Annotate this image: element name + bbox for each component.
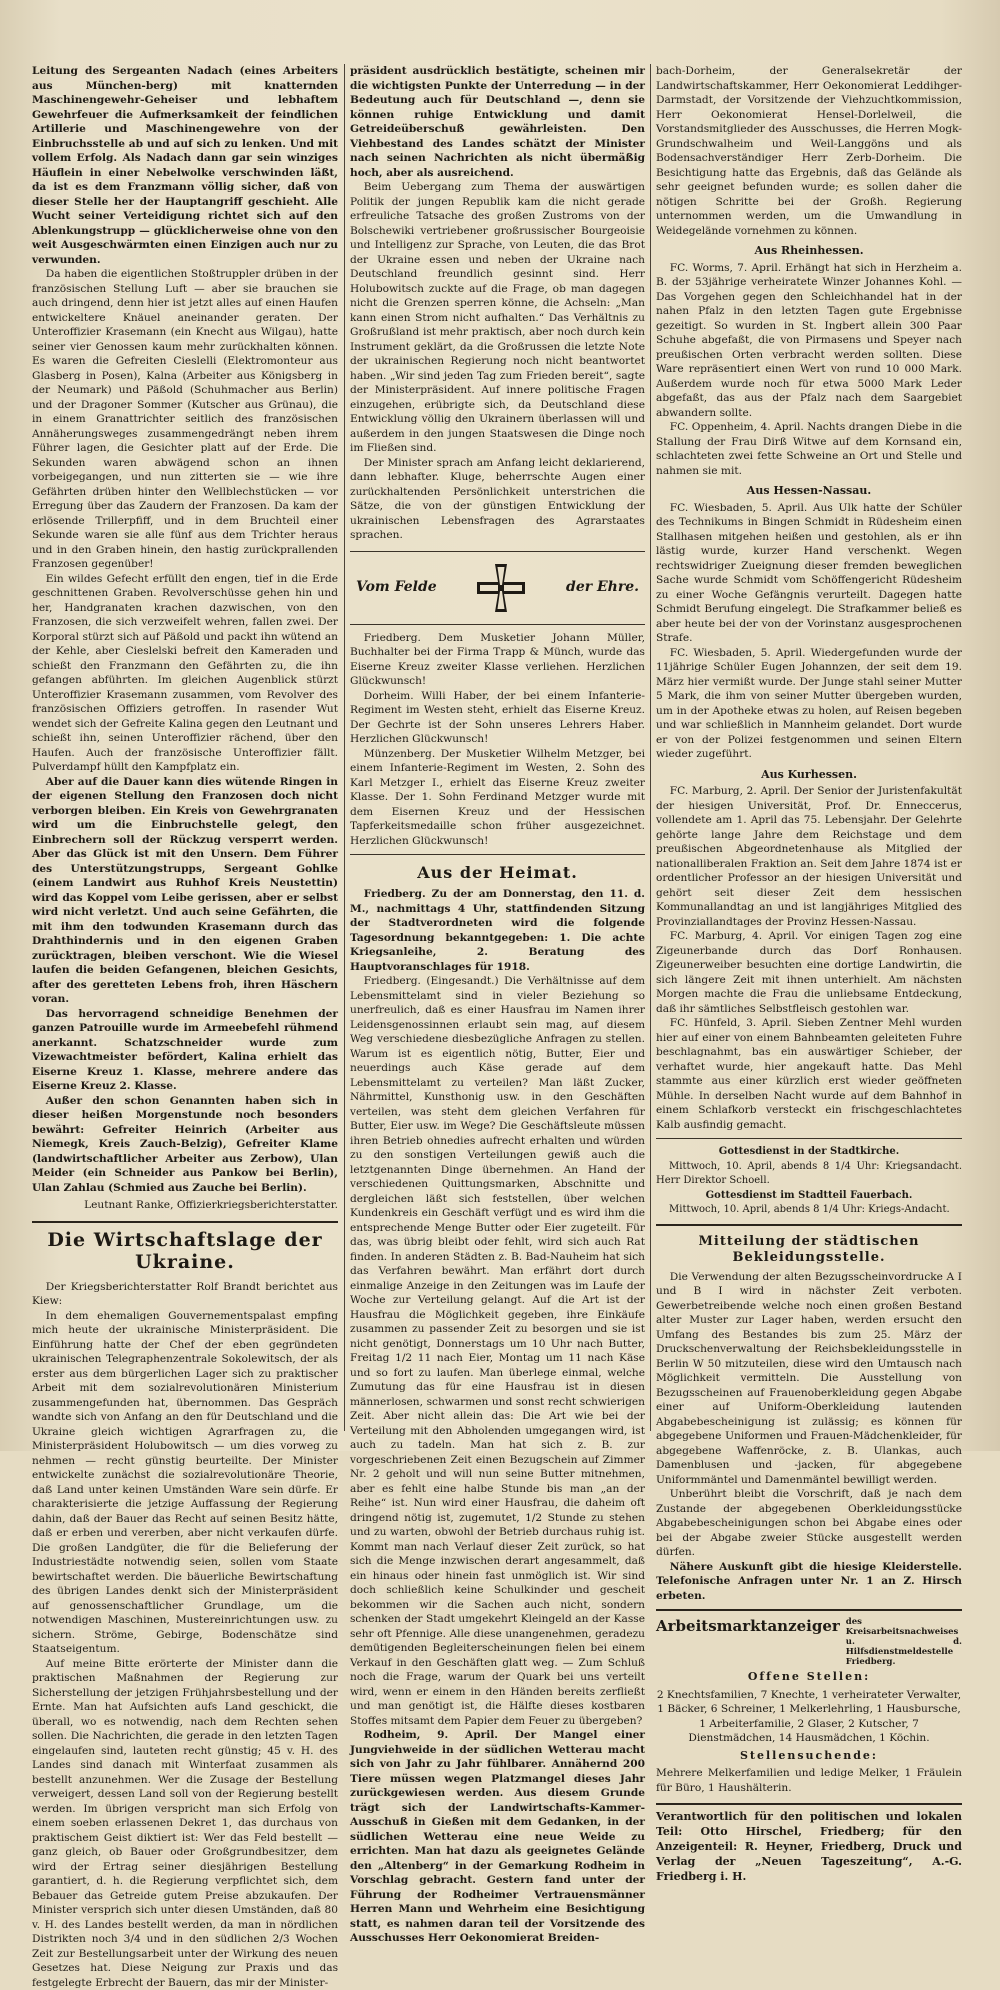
article-paragraph: Ein wildes Gefecht erfüllt den engen, tief in die Erde geschnittenen Graben. Revolverschüsse gehen hin und her, Handgranaten krachen dazwischen, von den Franzosen, die sich verzweifelt wehren, fallen zwei. Der Korporal stürzt sich auf Päßold und packt ihn wütend an der Kehle, aber Cieslelski befreit den Kameraden und schießt den Franzmann den Gefährten zu, die ihn gefangen abführten. Im gleichen Augenblick stürzt Unteroffizier Krasemann zusammen, vom Revolver des französischen Offiziers getroffen. In rasender Wut wendet sich der Gefreite Kalina gegen den Leutnant und schießt ihn, seinen Unteroffizier rächend, über den Haufen. Auch der französische Unteroffizier fällt. Pulverdampf hüllt den Kampfplatz ein. bbox=[32, 572, 338, 775]
divider bbox=[656, 1138, 962, 1139]
column-rule bbox=[344, 64, 345, 1431]
column-1 bbox=[32, 64, 338, 1431]
column-2 bbox=[350, 64, 645, 1431]
news-item: FC. Marburg, 2. April. Der Senior der Juristenfakultät der hiesigen Universität, Prof. Dr. Enneccerus, vollendete am 1. April das 75. Lebensjahr. Der Gelehrte gehörte lange Jahre dem Reichstage und dem preußischen Abgeordnetenhause als Mitglied der nationalliberalen Fraktion an. Seit dem Jahre 1874 ist er ordentlicher Professor an der hiesigen Universität und gehört seit dieser Zeit dem hessischen Kommunallandtag an und ist langjähriges Mitglied des Provinziallandtages der Provinz Hessen-Nassau. bbox=[656, 784, 962, 929]
offene-stellen-title: Offene Stellen: bbox=[656, 1670, 962, 1685]
article-paragraph: Leitung des Sergeanten Nadach (eines Arbeiters aus München-berg) mit knatternden Maschinengewehr-Geheiser und lebhaftem Gewehrfeuer die Aufmerksamkeit der feindlichen Artillerie und Maschinengewehre von der Einbruchsstelle ab und auf sich zu lenken. Und mit vollem Erfolg. Als Nadach dann gar sein winziges Häuflein in einer Nebelwolke verschwinden läßt, da ist es dem Franzmann völlig sicher, daß von dieser Stelle her der Hauptangriff geschieht. Alle Wucht seiner Verteidigung richtet sich auf den Ablenkungstrupp — glücklicherweise ohne von den weit Ausgeschwärmten einen Einzigen auch nur zu verwunden. bbox=[32, 64, 338, 267]
gottesdienst-text: Mittwoch, 10. April, abends 8 1/4 Uhr: Kriegsandacht. Herr Direktor Schoell. bbox=[656, 1160, 962, 1189]
news-item: FC. Wiesbaden, 5. April. Aus Ulk hatte der Schüler des Technikums in Bingen Schmidt in Rüdesheim einen Stallhasen mitgehen heißen und gestohlen, als er ihn lästig wurde, kurzer Hand verschenkt. Wegen rechtswidriger Zueignung dieser fremden beweglichen Sache wurde Schmidt vom Schöffengericht Rüdesheim zu einer Woche Gefängnis verurteilt. Dagegen hatte Schmidt Berufung eingelegt. Die Strafkammer beließ es aber heute bei der von der Vorinstanz ausgesprochenen Strafe. bbox=[656, 501, 962, 646]
notice-paragraph: Unberührt bleibt die Vorschrift, daß je nach dem Zustande der abgegebenen Oberkleidungsstücke Abgabebescheinigungen schon bei Abgabe eines oder bei der Abgabe zweier Stücke ausgestellt werden dürfen. bbox=[656, 1487, 962, 1560]
article-paragraph: Beim Uebergang zum Thema der auswärtigen Politik der jungen Republik kam die nicht gerade erfreuliche Tatsache des großen Zustroms von der Bolschewiki vertriebener großrussischer Bourgeoisie und Intelligenz zur Sprache, von Leuten, die das Brot der Ukraine essen und neben der Ukraine nach Deutschland freundlich gesinnt sind. Herr Holubowitsch zuckte auf die Frage, ob man dagegen nicht die Grenzen sperren könne, die Achseln: „Man kann einen Strom nicht aufhalten.“ Das Verhältnis zu Großrußland ist mehr praktisch, aber noch durch kein Instrument geklärt, da die Großrussen die letzte Note der ukrainischen Regierung noch nicht beantwortet haben. „Wir sind jeden Tag zum Frieden bereit“, sagte der Ministerpräsident. Auf innere politische Fragen einzugehen, erübrigte sich, da Deutschland diese Entwicklung völlig den Ukrainern überlassen will und außerdem in den jungen Staatswesen die Dinge noch im Fließen sind. bbox=[350, 180, 645, 456]
news-item: Rodheim, 9. April. Der Mangel einer Jungviehweide in der südlichen Wetterau macht sich von Jahr zu Jahr fühlbarer. Annähernd 200 Tiere müssen wegen Platzmangel dieses Jahr zurückgewiesen werden. Aus diesem Grunde trägt sich der Landwirtschafts-Kammer-Ausschuß in Gießen mit dem Gedanken, in der südlichen Wetterau eine neue Weide zu errichten. Man hat dazu als geeignetes Gelände den „Altenberg“ in der Gemarkung Rodheim in Vorschlag gebracht. Gestern fand unter der Führung der Rodheimer Vertrauensmänner Herren Mann und Wehrheim eine Besichtigung statt, es nahmen daran teil der Vorsitzende des Ausschusses Herr Oekonomierat Breiden- bbox=[350, 1728, 645, 1946]
ehre-left: Vom Felde bbox=[356, 580, 437, 595]
article-paragraph: Das hervorragend schneidige Benehmen der ganzen Patrouille wurde im Armeebefehl rühmend anerkannt. Schatzschneider wurde zum Vizewachtmeister befördert, Kalina erhielt das Eiserne Kreuz 1. Klasse, mehrere andere das Eiserne Kreuz 2. Klasse. bbox=[32, 1007, 338, 1094]
news-item: FC. Wiesbaden, 5. April. Wiedergefunden wurde der 11jährige Schüler Eugen Johannzen, der seit dem 19. März hier vermißt wurde. Der Junge stahl seiner Mutter 5 Mark, die ihm von seiner Mutter übergeben wurden, um in der Apotheke etwas zu holen, auf Reisen begeben und war schließlich in Mannheim gelandet. Dort wurde er von der Polizei festgenommen und seinen Eltern wieder zugeführt. bbox=[656, 646, 962, 762]
gottesdienst-text: Mittwoch, 10. April, abends 8 1/4 Uhr: Kriegs-Andacht. bbox=[656, 1203, 962, 1218]
headline-heimat: Aus der Heimat. bbox=[350, 863, 645, 883]
gottesdienst-title: Gottesdienst im Stadtteil Fauerbach. bbox=[656, 1189, 962, 1204]
news-item: FC. Hünfeld, 3. April. Sieben Zentner Mehl wurden hier auf einer von einem Bahnbeamten geleiteten Fuhre beschlagnahmt, bas ein auswärtiger Schieber, der verhaftet wurde, hier angekauft hatte. Das Mehl stammte aus einer kürzlich erst wieder geöffneten Mühle. In derselben Nacht wurde auf dem Bahnhof in einem Schlafkorb versteckt ein frischgeschlachtetes Kalb ausfindig gemacht. bbox=[656, 1016, 962, 1132]
notice-paragraph: Die Verwendung der alten Bezugsscheinvordrucke A I und B I wird in nächster Zeit verboten. Gewerbetreibende welche noch einen großen Bestand alter Muster zur Lager haben, werden ersucht den Umfang des Bestandes bis zum 25. März der Druckschenverwaltung der Reichsbekleidungsstelle in Berlin W 50 mitzuteilen, diese wird den Umtausch nach Möglichkeit vermitteln. Die Ausstellung von Bezugsscheinen auf Frauenoberkleidung gegen Abgabe einer auf Uniform-Oberkleidung lautenden Abgabebescheinigung ist zulässig; es können für abgegebene Uniformen und Frauen-Mädchenkleider, für abgegebene Waffenröcke, z. B. Ulankas, auch Damenblusen und -jacken, für abgegebene Uniformmäntel und Damenmäntel bewilligt werden. bbox=[656, 1270, 962, 1488]
divider bbox=[656, 1609, 962, 1611]
article-paragraph: Da haben die eigentlichen Stoßtruppler drüben in der französischen Stellung Luft — aber sie brauchen sie auch dringend, denn hier ist jetzt alles auf einen Haufen entwickeltere Knäuel aneinander geraten. Der Unteroffizier Krasemann (ein Knecht aus Wilgau), hatte seiner vier Genossen kaum mehr zurückhalten können. Es waren die Gefreiten Cieslelli (Elektromonteur aus Glasberg in Posen), Kalna (Arbeiter aus Königsberg in der Neumark) und Päßold (Schuhmacher aus Berlin) und der Dragoner Sommer (Kutscher aus Grünau), die in einem Granattrichter seitlich des französischen Annäherungsweges zusammengedrängt neben ihrem Führer lagen, die Gesichter platt auf der Erde. Die Sekunden waren abwägend schon an ihnen vorbeigegangen, und nun zitterten sie — wie ihre Gefährten drüben hinter den Wellblechstücken — vor Erregung über das Zaudern der Franzosen. Da kam der erlösende Trillerpfiff, und in dem Bruchteil einer Sekunde waren sie alle fünf aus dem Trichter heraus und in den Graben hinein, den hastig zurückprallenden Franzosen gegenüber! bbox=[32, 267, 338, 572]
arbeitsmarkt-header bbox=[656, 1617, 962, 1667]
article-paragraph: Außer den schon Genannten haben sich in dieser heißen Morgenstunde noch besonders bewährt: Gefreiter Heinrich (Arbeiter aus Niemegk, Kreis Zauch-Belzig), Gefreiter Klame (landwirtschaftlicher Arbeiter aus Zerbow), Ulan Meider (ein Schneider aus Pankow bei Berlin), Ulan Zahlau (Schmied aus Zauche bei Berlin). bbox=[32, 1094, 338, 1196]
headline-ukraine: Die Wirtschaftslage der Ukraine. bbox=[32, 1221, 338, 1277]
headline-bekleidung: Mitteilung der städtischen Bekleidungsstelle. bbox=[656, 1234, 962, 1266]
section-rheinhessen: Aus Rheinhessen. bbox=[656, 244, 962, 259]
article-paragraph: bach-Dorheim, der Generalsekretär der Landwirtschaftskammer, Herr Oekonomierat Leddihger-Darmstadt, der Vorsitzende der Viehzuchtkommission, Herr Oekonomierat Hensel-Dorlelweil, die Vorstandsmitglieder des Ausschusses, die Herren Mogk-Grundschwalheim und Weil-Langgöns und als Bodensachverständiger Herr Zerb-Dorheim. Die Besichtigung hatte das Ergebnis, daß das Gelände als sehr geeignet befunden wurde; es sollen daher die nötigen Schritte bei der Großh. Regierung unternommen werden, um die Umwandlung in Weidegelände vornehmen zu können. bbox=[656, 64, 962, 238]
article-paragraph: präsident ausdrücklich bestätigte, scheinen mir die wichtigsten Punkte der Unterredung — in der Bedeutung auch für Deutschland —, denn sie können ruhige Entwicklung und damit Getreideüberschuß gewährleisten. Den Viehbestand des Landes schätzt der Minister nach seinen Nachrichten als nicht übermäßig hoch, aber als ausreichend. bbox=[350, 64, 645, 180]
arbeitsmarkt-subtitle: des Kreisarbeitsnachweises u. d. Hilfsdienstmeldestelle Friedberg. bbox=[846, 1617, 962, 1667]
news-item: FC. Oppenheim, 4. April. Nachts drangen Diebe in die Stallung der Frau Dirß Witwe auf dem Kornsand ein, schlachteten zwei fette Schweine an Ort und Stelle und nahmen sie mit. bbox=[656, 420, 962, 478]
stellensuchende-title: Stellensuchende: bbox=[656, 1749, 962, 1764]
news-item: Friedberg. Zu der am Donnerstag, den 11. d. M., nachmittags 4 Uhr, stattfindenden Sitzung der Stadtverordneten wird die folgende Tagesordnung bekanntgegeben: 1. Die achte Kriegsanleihe, 2. Beratung des Hauptvoranschlages für 1918. bbox=[350, 887, 645, 974]
gottesdienst-title: Gottesdienst in der Stadtkirche. bbox=[656, 1145, 962, 1160]
iron-cross-icon bbox=[473, 560, 529, 616]
news-item: Dorheim. Willi Haber, der bei einem Infanterie-Regiment im Westen steht, erhielt das Eiserne Kreuz. Der Gechrte ist der Sohn unseres Lehrers Haber. Herzlichen Glückwunsch! bbox=[350, 689, 645, 747]
article-paragraph: Der Minister sprach am Anfang leicht deklarierend, dann lebhafter. Kluge, beherrschte Augen einer zurückhaltenden Persönlichkeit unterstrichen die Sätze, die von der günstigen Entwicklung der ukrainischen Lebensfragen des Agrarstaates sprachen. bbox=[350, 456, 645, 543]
signature: Leutnant Ranke, Offizierkriegsberichterstatter. bbox=[32, 1198, 338, 1213]
section-header-ehre bbox=[350, 551, 645, 625]
article-paragraph: In dem ehemaligen Gouvernementspalast empfing mich heute der ukrainische Ministerpräsident. Die Einführung hatte der Chef der eben gegründeten ukrainischen Telegraphenzentrale Sokolewitsch, der als erster aus dem bürgerlichen Lager sich zu praktischer Arbeit mit dem sozialrevolutionären Ministerium zusammengefunden hat, übernommen. Das Gespräch wandte sich von Anfang an den für Deutschland und die Ukraine gleich wichtigen Agrarfragen zu, die Ministerpräsident Holubowitsch — um dies vorweg zu nehmen — recht günstig beurteilte. Der Minister entwickelte zunächst die sozialrevolutionäre Theorie, daß Land unter keinen Umständen Ware sein dürfe. Er charakterisierte die jetzige Auffassung der Regierung dahin, daß der Bauer das Recht auf seinen Besitz hätte, daß er erben und vererben, aber nicht verkaufen dürfe. Die großen Landgüter, die für die Belieferung der Industriestädte notwendig seien, sollen vom Staate bewirtschaftet werden. Die bäuerliche Bewirtschaftung des übrigen Landes denkt sich der Ministerpräsident auf genossenschaftlicher Grundlage, um die notwendigen Maschinen, Mustereinrichtungen usw. zu sichern. Ströme, Gebirge, Bodenschätze sind Staatseigentum. bbox=[32, 1309, 338, 1657]
section-hessen-nassau: Aus Hessen-Nassau. bbox=[656, 484, 962, 499]
stellensuchende-text: Mehrere Melkerfamilien und ledige Melker, 1 Fräulein für Büro, 1 Haushälterin. bbox=[656, 1766, 962, 1795]
offene-stellen-text: 2 Knechtsfamilien, 7 Knechte, 1 verheirateter Verwalter, 1 Bäcker, 6 Schreiner, 1 Melkerlehrling, 1 Hausbursche, 1 Arbeiterfamilie, 2 Glaser, 2 Kutscher, 7 Dienstmädchen, 14 Hausmädchen, 1 Köchin. bbox=[656, 1688, 962, 1746]
article-paragraph: Aber auf die Dauer kann dies wütende Ringen in der eigenen Stellung den Franzosen doch nicht verborgen bleiben. Ein Kreis von Gewehrgranaten wird um die Einbruchstelle gelegt, den Einbrechern soll der Rückzug versperrt werden. Aber das Glück ist mit den Unsern. Dem Führer des Unterstützungstrupps, Sergeant Gohlke (einem Landwirt aus Ruhhof Kreis Neustettin) wird das Koppel vom Leibe gerissen, aber er selbst wird nicht verletzt. Und auch seine Gefährten, die mit ihm den todwunden Krasemann durch das Drahthindernis und in den eigenen Graben zurücktragen, bleiben verschont. Wie die Wiesel laufen die beiden Gefangenen, bleichen Gesichts, after des geretteten Lebens froh, ihren Häschern voran. bbox=[32, 775, 338, 1007]
divider bbox=[656, 1224, 962, 1226]
article-paragraph: Auf meine Bitte erörterte der Minister dann die praktischen Maßnahmen der Regierung zur Sicherstellung der jetzigen Frühjahrsbestellung und der Ernte. Man hat Aufsichten aufs Land geschickt, die überall, wo es notwendig, nach dem Rechten sehen sollen. Die Nachrichten, die gerade in den letzten Tagen eingelaufen sind, lauteten recht günstig; 45 v. H. des Landes sind danach mit Winterfaat zusammen als bestellt anzunehmen. Wer die Zusage der Bestellung verweigert, dessen Land soll von der Regierung bestellt werden. Im übrigen verspricht man sich Erfolg von einem soeben erlassenen Dekret 1, das durchaus von praktischem Geist diktiert ist: Wer das Feld bestellt — ganz gleich, ob Bauer oder Großgrundbesitzer, dem wird der Ertrag seiner diesjährigen Bestellung garantiert, d. h. die Regierung verpflichtet sich, dem Bebauer das Getreide gutem Preise abzukaufen. Der Minister versprich sich unter diesen Umständen, daß 80 v. H. des Landes bestellt werden, da man in nördlichen Distrikten noch 3/4 und in den südlichen 2/3 Wochen Zeit zur Bestellungsarbeit unter der Wirkung des neuen Gesetzes hat. Diese Neigung zur Praxis und das festgelegte Erbrecht der Bauern, das mir der Minister- bbox=[32, 1657, 338, 1990]
arbeitsmarkt-title: Arbeitsmarktanzeiger bbox=[656, 1617, 840, 1635]
news-item: Friedberg. Dem Musketier Johann Müller, Buchhalter bei der Firma Trapp & Münch, wurde das Eiserne Kreuz zweiter Klasse verliehen. Herzlichen Glückwunsch! bbox=[350, 631, 645, 689]
notice-paragraph: Nähere Auskunft gibt die hiesige Kleiderstelle. Telefonische Anfragen unter Nr. 1 an Z. Hirsch erbeten. bbox=[656, 1560, 962, 1604]
news-item: FC. Marburg, 4. April. Vor einigen Tagen zog eine Zigeunerbande durch das Dorf Ronhausen. Zigeunerweiber besuchten eine dortige Landwirtin, die sich längere Zeit mit ihnen unterhielt. Am nächsten Morgen machte die Frau die unliebsame Entdeckung, daß ihr sämtliches Selbstfleisch gestohlen war. bbox=[656, 929, 962, 1016]
column-3 bbox=[656, 64, 962, 1431]
section-kurhessen: Aus Kurhessen. bbox=[656, 768, 962, 783]
ehre-right: der Ehre. bbox=[566, 580, 639, 595]
news-item: FC. Worms, 7. April. Erhängt hat sich in Herzheim a. B. der 53jährige verheiratete Winzer Johannes Kohl. — Das Vorgehen gegen den Schleichhandel hat in der nahen Pfalz in den letzten Tagen gute Ergebnisse gezeitigt. So wurden in St. Ingbert allein 300 Paar Schuhe abgefaßt, die von Pirmasens und Speyer nach preußischen Orten verbracht werden sollten. Diese Ware repräsentiert einen Wert von rund 10 000 Mark. Außerdem wurde noch für etwa 5000 Mark Leder abgefaßt, das aus der Pfalz nach dem Saargebiet abwandern sollte. bbox=[656, 261, 962, 421]
news-item: Friedberg. (Eingesandt.) Die Verhältnisse auf dem Lebensmittelamt sind in vieler Beziehung so unerfreulich, daß es einer Hausfrau im Namen ihrer Leidensgenossinnen erlaubt sein mag, auf diesem Weg verschiedene diesbezügliche Anfragen zu stellen. Warum ist es eigentlich nötig, Butter, Eier und neuerdings auch Käse gerade auf dem Lebensmittelamt zu verteilen? Man läßt Zucker, Nährmittel, Kunsthonig usw. in den Geschäften verteilen, was steht dem gleichen Verfahren für Butter, Eier usw. im Wege? Die Geschäftsleute müssen ihren Betrieb ohnedies aufrecht erhalten und würden zu den sonstigen Verteilungen gewiß auch die letztgenannten Dinge übernehmen. An Hand der verschiedenen Quittungsmarken, Abschnitte und dergleichen läßt sich feststellen, über welchen Kundenkreis ein Geschäft verfügt und es wird ihm die entsprechende Menge Butter oder Eier zugeteilt. Für das, was übrig bleibt oder fehlt, wird sich auch Rat finden. In anderen Städten z. B. Bad-Nauheim hat sich das Verfahren bewährt. Man erfährt dort durch einmalige Anzeige in den Zeitungen was im Laufe der Woche zur Verteilung gelangt. Auf die Art ist der Hausfrau die Möglichkeit gegeben, ihre Einkäufe zusammen zu passender Zeit zu besorgen und sie ist nicht genötigt, Donnerstags um 10 Uhr nach Butter, Freitag 1/2 11 nach Eier, Montag um 11 nach Käse und so fort zu laufen. Man überlege einmal, welche Zumutung das für eine Hausfrau ist in diesen männerlosen, schwarmen und sonst recht schwierigen Zeit. Aber nicht allein das: Die Art wie bei der Verteilung mit den Abholenden umgegangen wird, ist auch zu tadeln. Man hat sich z. B. zur vorgeschriebenen Zeit einen Bezugschein auf Zimmer Nr. 2 geholt und will nun seine Butter mitnehmen, aber es fehlt eine halbe Stunde bis man „an der Reihe“ ist. Nun wird einer Hausfrau, die daheim oft dringend nötig ist, zugemutet, 1/2 Stunde zu stehen und zu warten, obwohl der Betrieb durchaus ruhig ist. Kommt man nach Verlauf dieser Zeit zurück, so hat sich die Menge inzwischen derart angesammelt, daß ein hinaus oder hinein fast unmöglich ist. Wir sind doch schließlich keine Schulkinder und gescheit bekommen wir die Sachen auch nicht, sondern schenken der Stadt umgekehrt Kleingeld an der Kasse sehr oft Pfennige. Alle diese unangenehmen, geradezu demütigenden Begleiterscheinungen fielen bei einem Verkauf in den Geschäften glatt weg. — Zum Schluß noch die Frage, warum der Quark bei uns verteilt wird, wenn er einem in den Händen bereits zerfließt und man genötigt ist, die Hälfte dieses kostbaren Stoffes mitsamt dem Papier dem Feuer zu übergeben? bbox=[350, 974, 645, 1728]
article-intro: Der Kriegsberichterstatter Rolf Brandt berichtet aus Kiew: bbox=[32, 1280, 338, 1309]
imprint: Verantwortlich für den politischen und lokalen Teil: Otto Hirschel, Friedberg; für den Anzeigenteil: R. Heyner, Friedberg, Druck und Verlag der „Neuen Tageszeitung“, A.-G. Friedberg i. H. bbox=[656, 1803, 962, 1884]
news-item: Münzenberg. Der Musketier Wilhelm Metzger, bei einem Infanterie-Regiment im Westen, 2. Sohn des Karl Metzger I., erhielt das Eiserne Kreuz zweiter Klasse. Der 1. Sohn Ferdinand Metzger wurde mit dem Eisernen Kreuz und der Hessischen Tapferkeitsmedaille schon früher ausgezeichnet. Herzlichen Glückwunsch! bbox=[350, 747, 645, 849]
column-rule bbox=[650, 64, 651, 1431]
divider bbox=[350, 854, 645, 855]
